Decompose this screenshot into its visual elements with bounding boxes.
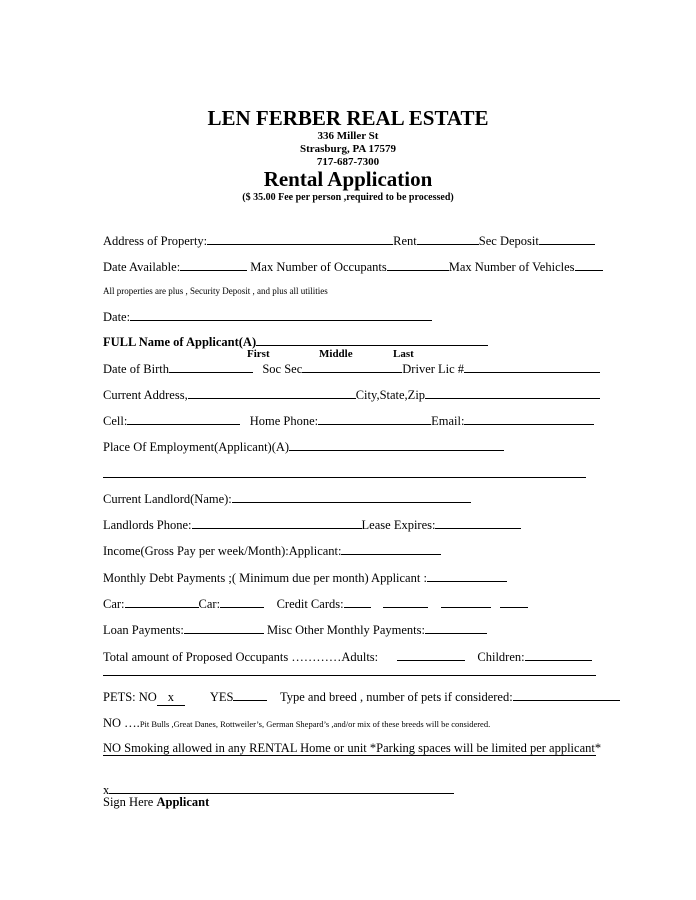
breeds-note: Pit Bulls ,Great Danes, Rottweiler’s, German Shepard’s ,and/or mix of these breeds will be considered. xyxy=(139,719,491,729)
dob-label: Date of Birth xyxy=(103,362,169,376)
loan-payments-field[interactable] xyxy=(184,622,264,634)
monthly-debt-field[interactable] xyxy=(427,570,507,582)
soc-sec-field[interactable] xyxy=(302,361,402,373)
row-date xyxy=(103,309,432,325)
sec-deposit-label: Sec Deposit xyxy=(478,234,539,248)
pets-yes-label: YES xyxy=(209,690,234,704)
breeds-no-label: NO …. xyxy=(103,716,140,730)
name-middle-caption: Middle xyxy=(319,348,353,360)
row-landlord-phone xyxy=(103,517,521,533)
children-label: Children: xyxy=(477,650,525,664)
row-breeds xyxy=(103,716,490,731)
address-field[interactable] xyxy=(207,233,393,245)
row-identity xyxy=(103,361,600,377)
pets-no-label: PETS: NO xyxy=(103,690,157,704)
pets-no-value: x xyxy=(167,690,174,704)
smoking-underline xyxy=(103,755,596,756)
adults-label: Total amount of Proposed Occupants …………Adults: xyxy=(103,650,379,664)
city-state-zip-field[interactable] xyxy=(425,387,600,399)
children-field[interactable] xyxy=(525,649,592,661)
max-occupants-label: Max Number of Occupants xyxy=(250,260,387,274)
dob-field[interactable] xyxy=(169,361,253,373)
employment-extra-field[interactable] xyxy=(103,466,586,478)
city-state-zip-label: City,State,Zip xyxy=(355,388,426,402)
row-employment xyxy=(103,439,504,455)
row-full-name xyxy=(103,334,488,350)
date-field[interactable] xyxy=(130,309,432,321)
fee-note: ($ 35.00 Fee per person ,required to be processed) xyxy=(242,192,454,203)
max-occupants-field[interactable] xyxy=(387,259,449,271)
form-title: Rental Application xyxy=(263,167,433,191)
credit-card-field-2[interactable] xyxy=(383,596,428,608)
sign-x: x xyxy=(103,783,110,797)
adults-field[interactable] xyxy=(397,649,465,661)
misc-payments-label: Misc Other Monthly Payments: xyxy=(267,623,425,637)
misc-payments-field[interactable] xyxy=(425,622,487,634)
driver-lic-label: Driver Lic # xyxy=(402,362,465,376)
landlord-field[interactable] xyxy=(232,491,471,503)
full-name-field[interactable] xyxy=(256,334,488,346)
row-landlord xyxy=(103,491,471,507)
row-income xyxy=(103,543,441,559)
credit-cards-label: Credit Cards: xyxy=(276,597,344,611)
current-address-field[interactable] xyxy=(188,387,356,399)
current-address-label: Current Address, xyxy=(103,388,188,402)
sign-applicant-label: Applicant xyxy=(156,795,210,809)
row-occupants xyxy=(103,649,592,665)
sec-deposit-field[interactable] xyxy=(539,233,595,245)
soc-sec-label: Soc Sec xyxy=(262,362,303,376)
pets-no-field[interactable] xyxy=(157,690,185,706)
row-current-address xyxy=(103,387,600,403)
employment-field[interactable] xyxy=(289,439,504,451)
home-phone-label: Home Phone: xyxy=(249,414,319,428)
car1-label: Car: xyxy=(103,597,125,611)
row-address xyxy=(103,233,595,249)
income-label: Income(Gross Pay per week/Month):Applicant: xyxy=(103,544,342,558)
cell-label: Cell: xyxy=(103,414,128,428)
row-phones xyxy=(103,413,594,429)
cell-field[interactable] xyxy=(127,413,240,425)
section-divider xyxy=(103,675,596,676)
company-street: 336 Miller St xyxy=(317,130,379,142)
properties-note: All properties are plus , Security Deposit , and plus all utilities xyxy=(103,286,328,296)
home-phone-field[interactable] xyxy=(318,413,431,425)
rent-label: Rent xyxy=(393,234,417,248)
max-vehicles-field[interactable] xyxy=(575,259,603,271)
rent-field[interactable] xyxy=(417,233,479,245)
address-label: Address of Property: xyxy=(103,234,208,248)
row-employment-extra xyxy=(103,466,586,482)
company-name: LEN FERBER REAL ESTATE xyxy=(207,106,489,130)
lease-expires-label: Lease Expires: xyxy=(361,518,436,532)
date-available-field[interactable] xyxy=(180,259,247,271)
credit-card-field-1[interactable] xyxy=(344,596,371,608)
no-smoking-note: NO Smoking allowed in any RENTAL Home or unit *Parking spaces will be limited per applicant* xyxy=(103,741,602,755)
lease-expires-field[interactable] xyxy=(435,517,521,529)
signature-field[interactable] xyxy=(109,782,454,794)
employment-label: Place Of Employment(Applicant)(A) xyxy=(103,440,290,454)
row-availability xyxy=(103,259,603,275)
company-city: Strasburg, PA 17579 xyxy=(299,143,397,155)
max-vehicles-label: Max Number of Vehicles xyxy=(448,260,575,274)
pets-yes-field[interactable] xyxy=(233,689,267,701)
date-label: Date: xyxy=(103,310,131,324)
row-car-payments xyxy=(103,596,528,612)
car2-label: Car: xyxy=(198,597,221,611)
credit-card-field-4[interactable] xyxy=(500,596,528,608)
row-monthly-debt xyxy=(103,570,507,586)
landlord-phone-label: Landlords Phone: xyxy=(103,518,192,532)
landlord-phone-field[interactable] xyxy=(192,517,362,529)
sign-here-label: Sign Here xyxy=(103,795,157,809)
car2-field[interactable] xyxy=(220,596,264,608)
pets-type-label: Type and breed , number of pets if considered: xyxy=(279,690,513,704)
driver-lic-field[interactable] xyxy=(464,361,600,373)
sign-caption xyxy=(103,795,209,810)
income-field[interactable] xyxy=(341,543,441,555)
car1-field[interactable] xyxy=(125,596,199,608)
row-loan-payments xyxy=(103,622,487,638)
email-field[interactable] xyxy=(464,413,594,425)
name-first-caption: First xyxy=(247,348,270,360)
name-last-caption: Last xyxy=(393,348,414,360)
monthly-debt-label: Monthly Debt Payments ;( Minimum due per month) Applicant : xyxy=(103,571,427,585)
row-pets xyxy=(103,689,620,706)
full-name-label: FULL Name of Applicant(A) xyxy=(103,335,257,349)
email-label: Email: xyxy=(431,414,465,428)
pets-type-field[interactable] xyxy=(513,689,620,701)
credit-card-field-3[interactable] xyxy=(441,596,491,608)
loan-payments-label: Loan Payments: xyxy=(103,623,184,637)
date-available-label: Date Available: xyxy=(103,260,181,274)
company-phone: 717-687-7300 xyxy=(316,156,380,168)
landlord-label: Current Landlord(Name): xyxy=(103,492,232,506)
